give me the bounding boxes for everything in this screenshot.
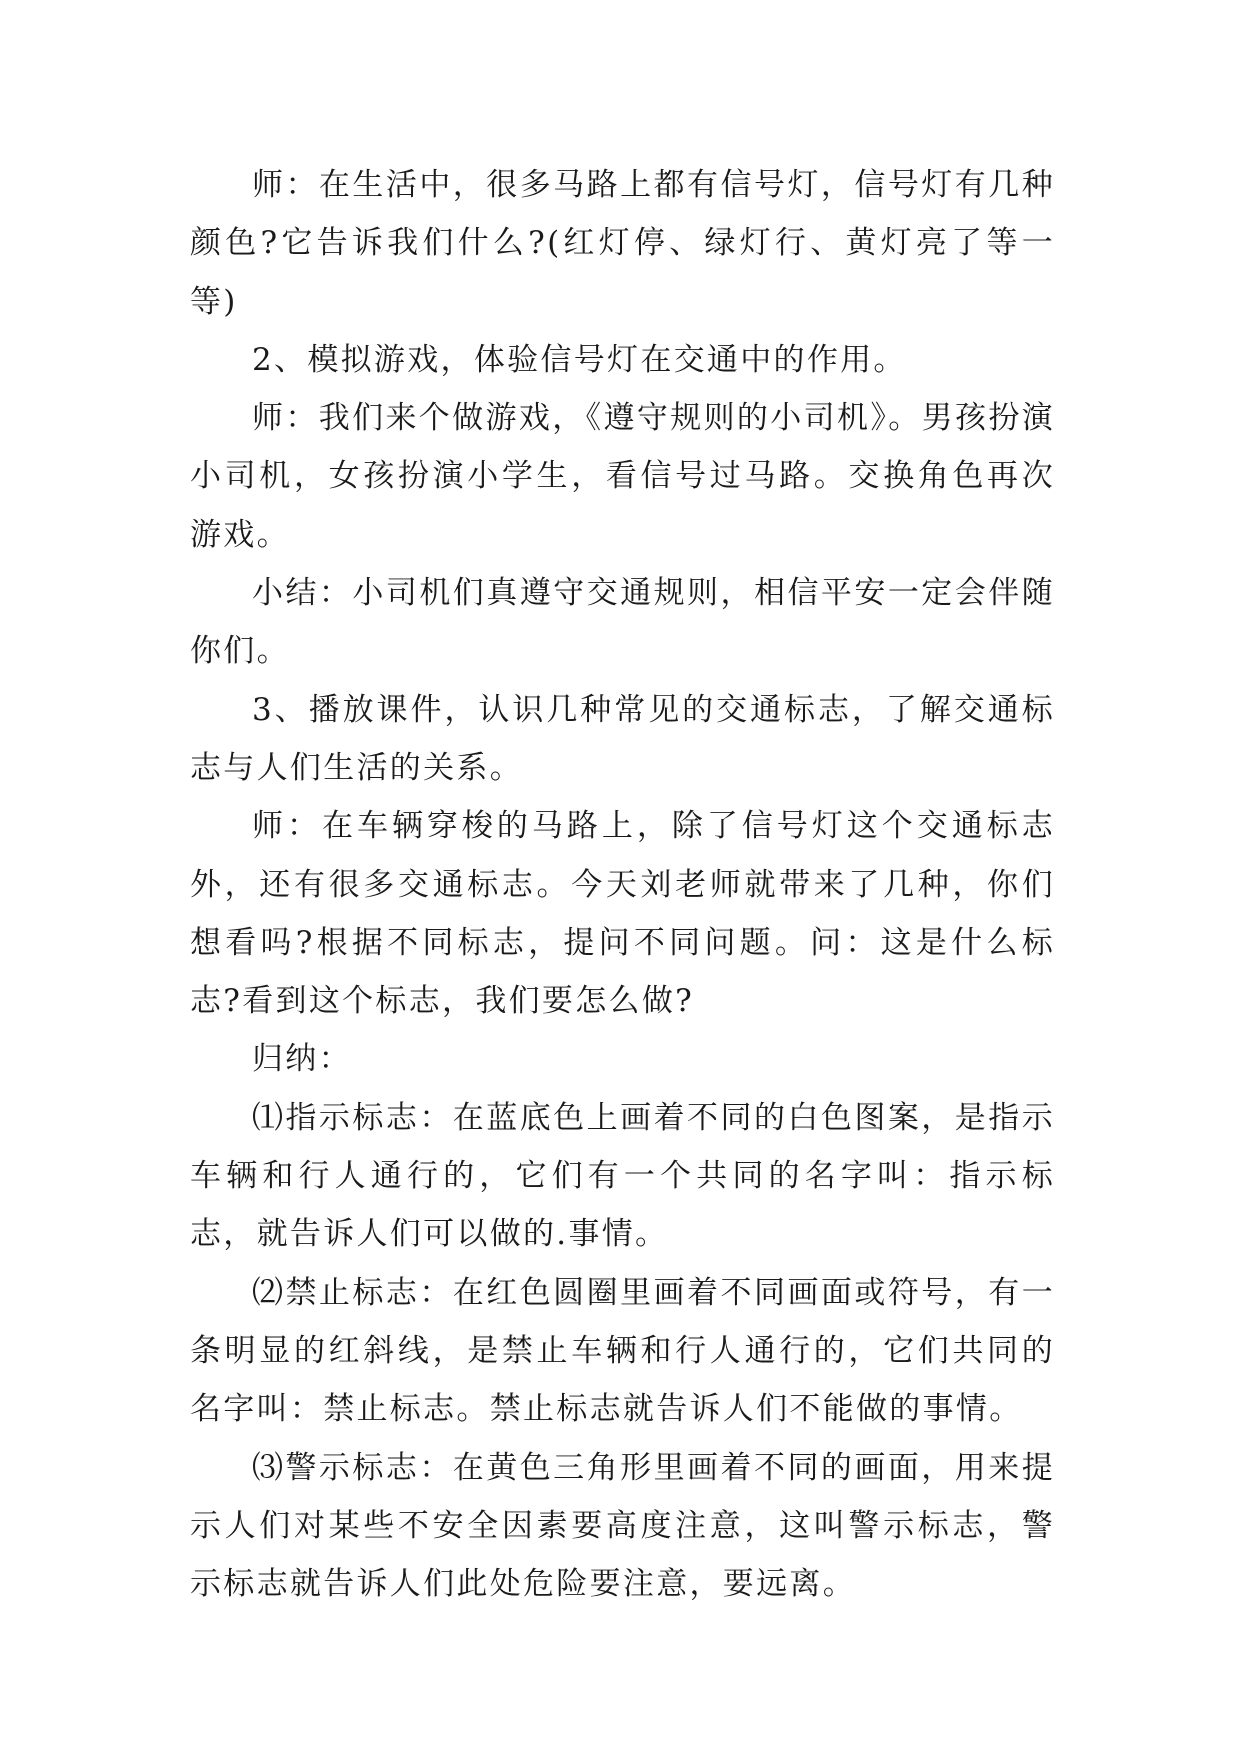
paragraph-teacher-game: 师：我们来个做游戏，《遵守规则的小司机》。男孩扮演小司机，女孩扮演小学生，看信号过马路。交换角色再次游戏。 <box>190 400 1055 553</box>
paragraph-step-3: 3、播放课件，认识几种常见的交通标志，了解交通标志与人们生活的关系。 <box>190 691 1055 786</box>
paragraph-teacher-signs: 师：在车辆穿梭的马路上，除了信号灯这个交通标志外，还有很多交通标志。今天刘老师就带来了几种，你们想看吗?根据不同标志，提问不同问题。问：这是什么标志?看到这个标志，我们要怎么做? <box>190 808 1055 1020</box>
paragraph-instruction-signs: ⑴指示标志：在蓝底色上画着不同的白色图案，是指示车辆和行人通行的，它们有一个共同的名字叫：指示标志，就告诉人们可以做的.事情。 <box>190 1099 1055 1253</box>
paragraph-prohibition-signs: ⑵禁止标志：在红色圆圈里画着不同画面或符号，有一条明显的红斜线，是禁止车辆和行人通行的，它们共同的名字叫：禁止标志。禁止标志就告诉人们不能做的事情。 <box>190 1274 1055 1428</box>
paragraph-teacher-signal-colors: 师：在生活中，很多马路上都有信号灯，信号灯有几种颜色?它告诉我们什么?(红灯停、绿灯行、黄灯亮了等一等) <box>190 167 1055 320</box>
paragraph-warning-signs: ⑶警示标志：在黄色三角形里画着不同的画面，用来提示人们对某些不安全因素要高度注意，这叫警示标志，警示标志就告诉人们此处危险要注意，要远离。 <box>190 1449 1055 1603</box>
document-body <box>190 156 1055 1613</box>
paragraph-conclusion-heading: 归纳： <box>252 1041 352 1078</box>
paragraph-step-2: 2、模拟游戏，体验信号灯在交通中的作用。 <box>252 341 907 378</box>
paragraph-summary: 小结：小司机们真遵守交通规则，相信平安一定会伴随你们。 <box>190 575 1055 670</box>
